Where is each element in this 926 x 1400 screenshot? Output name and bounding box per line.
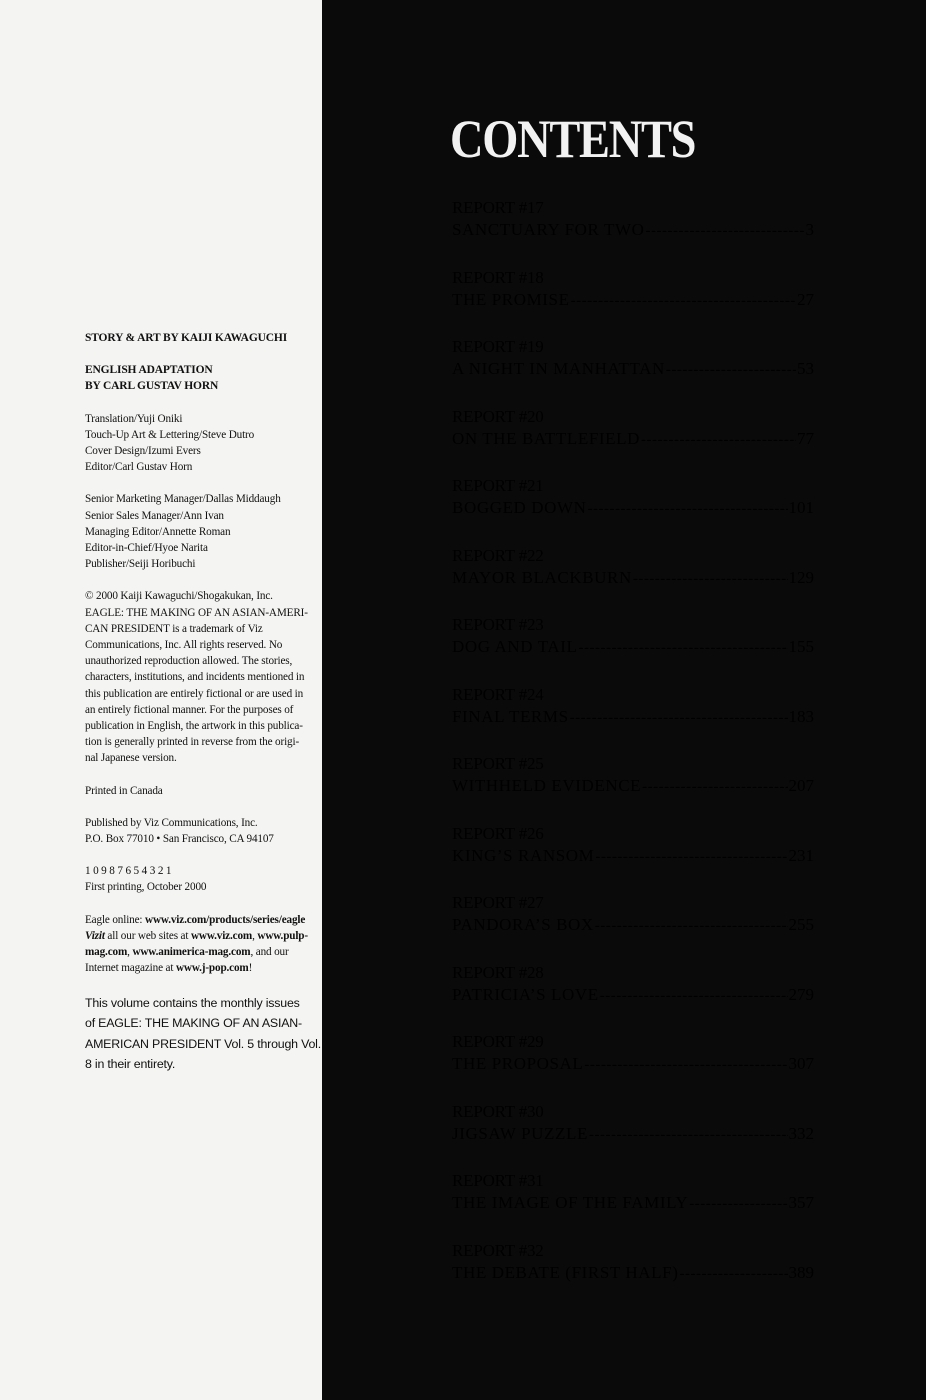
toc-entry <box>452 544 814 614</box>
credits-column <box>85 330 321 1091</box>
page-number: 53 <box>797 359 814 378</box>
chapter-title: WITHHELD EVIDENCE <box>452 776 642 795</box>
page-number: 389 <box>788 1262 814 1282</box>
toc-row <box>452 913 814 938</box>
story-art-credit: STORY & ART BY KAIJI KAWAGUCHI <box>85 332 288 344</box>
chapter-title: THE DEBATE (FIRST HALF) <box>452 1262 679 1282</box>
toc-row <box>452 288 814 313</box>
staff-credits: Translation/Yuji Oniki Touch-Up Art & Lettering/Steve Dutro Cover Design/Izumi Evers Editor/Carl Gustav Horn <box>85 412 255 474</box>
online-info: Eagle online: www.viz.com/products/series/eagle Vizit all our web sites at www.viz.com, www.pulp- mag.com, www.animerica-mag.com, and our Internet magazine at www.j-pop.com! <box>85 913 308 975</box>
publisher-address: Published by Viz Communications, Inc. P.O. Box 77010 • San Francisco, CA 94107 <box>85 816 274 846</box>
toc-row <box>452 566 814 591</box>
page-number: 231 <box>788 845 814 865</box>
table-of-contents <box>452 196 814 1308</box>
dot-leader <box>595 914 788 938</box>
volume-note: This volume contains the monthly issues of EAGLE: THE MAKING OF AN ASIAN- AMERICAN PRESIDENT Vol. 5 through Vol. 8 in their entirety. <box>85 995 321 1071</box>
chapter-title: THE PROPOSAL <box>452 1054 584 1073</box>
toc-row <box>452 705 814 730</box>
toc-row <box>452 218 814 243</box>
eagle-url: www.viz.com/products/series/eagle <box>145 913 306 926</box>
report-number: REPORT #26 <box>452 823 544 843</box>
report-number: REPORT #17 <box>452 198 544 217</box>
report-number: REPORT #30 <box>452 1101 544 1121</box>
page-number: 77 <box>797 428 814 448</box>
dot-leader <box>589 1123 788 1147</box>
management-credits: Senior Marketing Manager/Dallas Middaugh Senior Sales Manager/Ann Ivan Managing Editor/Annette Roman Editor-in-Chief/Hyoe Narita Publisher/Seiji Horibuchi <box>85 493 281 571</box>
page-number: 129 <box>788 567 814 587</box>
vizit-word: Vizit <box>85 929 105 942</box>
viz-url: www.viz.com <box>190 929 253 942</box>
chapter-title: KING’S RANSOM <box>452 845 595 865</box>
report-number: REPORT #24 <box>452 684 544 704</box>
toc-row <box>452 1261 814 1286</box>
adaptation-credit: ENGLISH ADAPTATION BY CARL GUSTAV HORN <box>85 364 219 393</box>
chapter-title: FINAL TERMS <box>452 706 569 726</box>
report-number: REPORT #32 <box>452 1240 544 1260</box>
pulp-url-end: mag.com <box>85 946 128 959</box>
credits-panel <box>0 0 322 1400</box>
toc-entry <box>452 1239 814 1309</box>
page-number: 183 <box>788 706 814 726</box>
toc-entry <box>452 752 814 822</box>
toc-entry <box>452 961 814 1031</box>
chapter-title: THE IMAGE OF THE FAMILY <box>452 1193 689 1212</box>
contents-title: CONTENTS <box>450 109 696 169</box>
toc-entry <box>452 613 814 683</box>
toc-entry <box>452 683 814 753</box>
page-number: 207 <box>788 776 814 795</box>
report-number: REPORT #28 <box>452 962 544 982</box>
dot-leader <box>641 428 796 452</box>
report-number: REPORT #22 <box>452 545 544 565</box>
toc-entry <box>452 196 814 266</box>
dot-leader <box>679 1262 787 1286</box>
report-number: REPORT #18 <box>452 267 544 287</box>
chapter-title: PANDORA’S BOX <box>452 915 594 934</box>
toc-row <box>452 774 814 799</box>
chapter-title: MAYOR BLACKBURN <box>452 567 632 587</box>
chapter-title: JIGSAW PUZZLE <box>452 1123 588 1143</box>
pulp-url-start: www.pulp- <box>257 929 308 942</box>
report-number: REPORT #27 <box>452 893 544 912</box>
toc-entry <box>452 1030 814 1100</box>
chapter-title: BOGGED DOWN <box>452 498 587 517</box>
report-number: REPORT #20 <box>452 406 544 426</box>
dot-leader <box>578 636 787 660</box>
animerica-url: www.animerica-mag.com <box>132 946 251 959</box>
page-number: 279 <box>788 984 814 1004</box>
page-number: 27 <box>797 289 814 309</box>
copyright-notice: © 2000 Kaiji Kawaguchi/Shogakukan, Inc. EAGLE: THE MAKING OF AN ASIAN-AMERI- CAN PRESIDENT is a trademark of Viz Communications, Inc. All rights reserved. No unauthorized reproduction allowed. The stories, characters, institutions, and incidents mentioned in this publication are entirely fictional or are used in an entirely fictional manner. For the purposes of publication in English, the artwork in this publica- tion is generally printed in reverse from the origi- nal Japanese version. <box>85 590 308 765</box>
page-number: 255 <box>788 915 814 934</box>
page-number: 357 <box>788 1193 814 1212</box>
toc-row <box>452 635 814 660</box>
toc-entry <box>452 1100 814 1170</box>
toc-row <box>452 844 814 869</box>
dot-leader <box>584 1053 787 1077</box>
page-number: 332 <box>788 1123 814 1143</box>
toc-row <box>452 357 814 382</box>
toc-row <box>452 1052 814 1077</box>
dot-leader <box>642 775 787 799</box>
chapter-title: ON THE BATTLEFIELD <box>452 428 641 448</box>
toc-entry <box>452 335 814 405</box>
dot-leader <box>633 567 788 591</box>
report-number: REPORT #21 <box>452 476 544 495</box>
toc-row <box>452 1122 814 1147</box>
printing-info: 1 0 9 8 7 6 5 4 3 2 1 First printing, October 2000 <box>85 865 207 894</box>
toc-row <box>452 1191 814 1216</box>
dot-leader <box>666 358 796 382</box>
chapter-title: SANCTUARY FOR TWO <box>452 220 645 239</box>
page-number: 307 <box>788 1054 814 1073</box>
chapter-title: THE PROMISE <box>452 289 570 309</box>
report-number: REPORT #25 <box>452 754 544 773</box>
chapter-title: PATRICIA’S LOVE <box>452 984 599 1004</box>
dot-leader <box>571 289 796 313</box>
jpop-url: www.j-pop.com <box>175 962 249 975</box>
toc-row <box>452 983 814 1008</box>
report-number: REPORT #23 <box>452 615 544 634</box>
dot-leader <box>689 1192 787 1216</box>
printed-in: Printed in Canada <box>85 784 163 797</box>
dot-leader <box>600 984 788 1008</box>
dot-leader <box>595 845 787 869</box>
toc-entry <box>452 822 814 892</box>
toc-entry <box>452 405 814 475</box>
page-number: 3 <box>805 220 814 239</box>
page-number: 101 <box>788 498 814 517</box>
toc-entry <box>452 891 814 961</box>
toc-entry <box>452 266 814 336</box>
page-number: 155 <box>788 637 814 656</box>
toc-entry <box>452 1169 814 1239</box>
report-number: REPORT #19 <box>452 337 544 356</box>
chapter-title: A NIGHT IN MANHATTAN <box>452 359 665 378</box>
report-number: REPORT #31 <box>452 1171 544 1190</box>
toc-row <box>452 427 814 452</box>
online-label: Eagle online: <box>85 913 146 926</box>
dot-leader <box>588 497 788 521</box>
chapter-title: DOG AND TAIL <box>452 637 578 656</box>
toc-row <box>452 496 814 521</box>
dot-leader <box>646 219 805 243</box>
report-number: REPORT #29 <box>452 1032 544 1051</box>
toc-entry <box>452 474 814 544</box>
dot-leader <box>570 706 788 730</box>
